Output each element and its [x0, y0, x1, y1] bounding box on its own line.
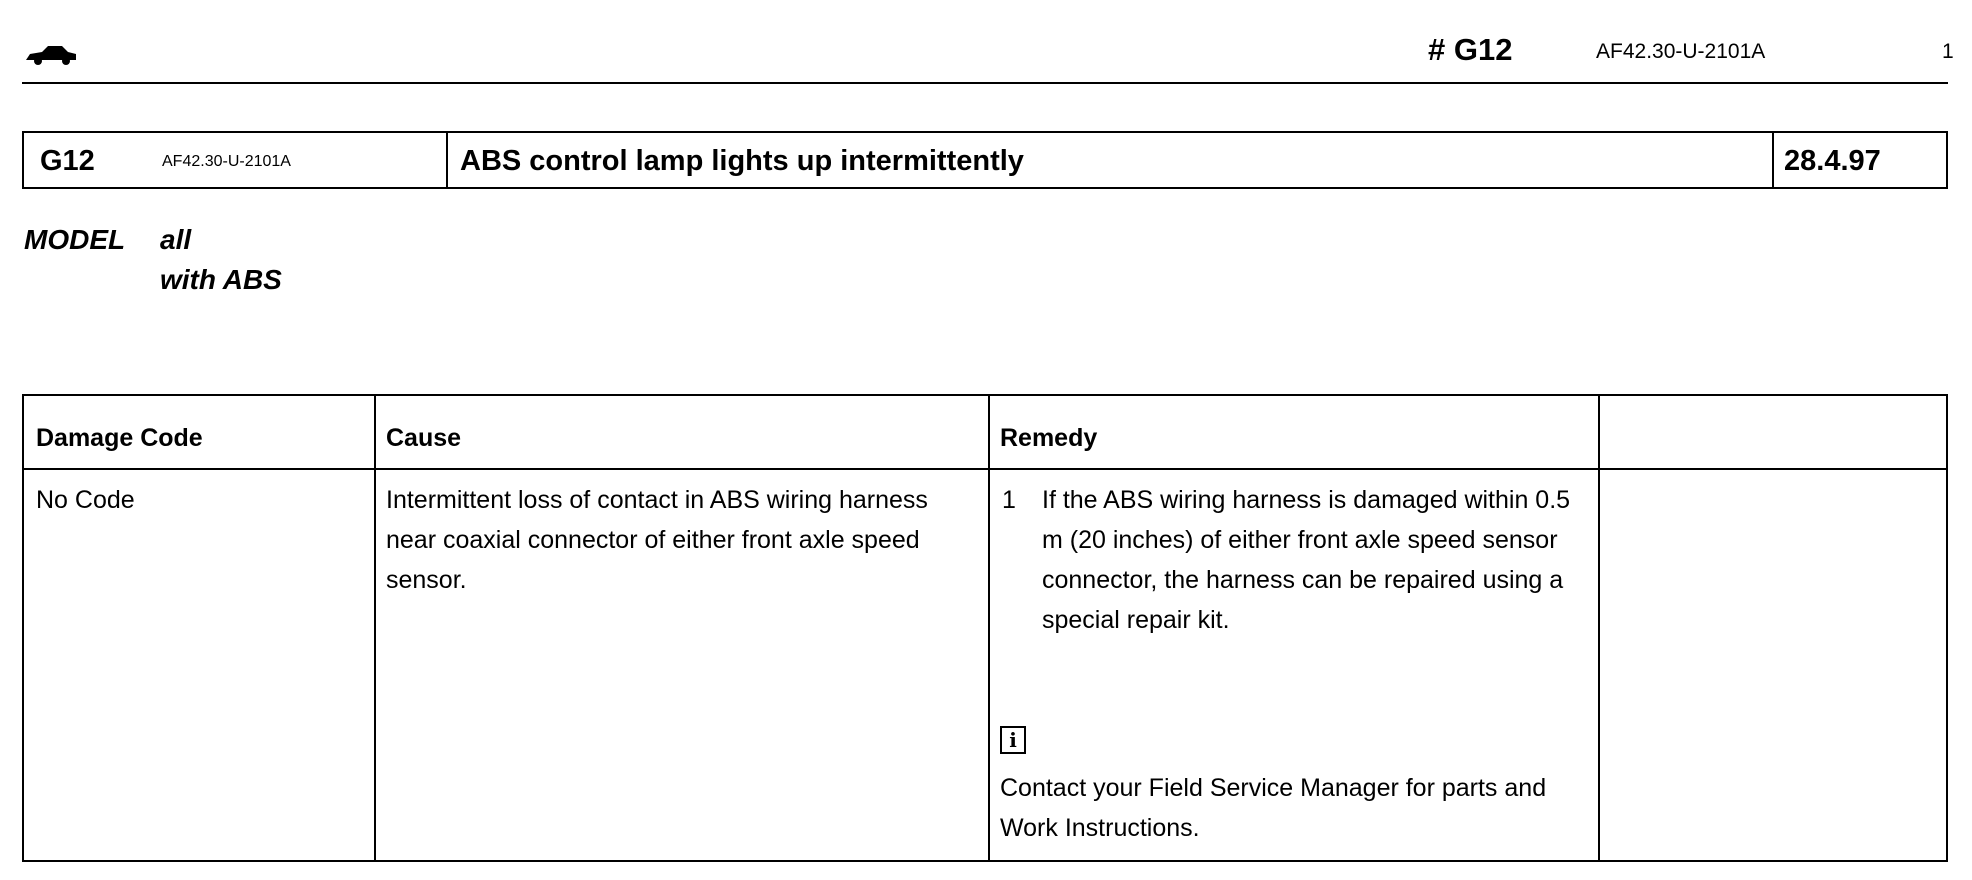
- table-column-divider: [374, 396, 376, 860]
- column-header-damage-code: Damage Code: [36, 424, 203, 452]
- column-header-cause: Cause: [386, 424, 462, 452]
- document-date: 28.4.97: [1784, 145, 1881, 177]
- table-column-divider: [988, 396, 990, 860]
- remedy-note: Contact your Field Service Manager for parts and Work Instructions.: [1000, 774, 1547, 842]
- damage-table: [22, 394, 1948, 862]
- table-column-divider: [1598, 396, 1600, 860]
- column-header-remedy: Remedy: [1000, 424, 1098, 452]
- remedy-cell: If the ABS wiring harness is damaged within 0.5 m (20 inches) of either front axle speed sensor connector, the harness can be repaired using a special repair kit.: [1042, 486, 1571, 634]
- document-title: ABS control lamp lights up intermittently: [460, 145, 1024, 177]
- header-code: # G12: [1428, 32, 1513, 67]
- title-divider: [446, 133, 448, 187]
- title-reference: AF42.30-U-2101A: [162, 153, 291, 170]
- cause-cell: Intermittent loss of contact in ABS wiring harness near coaxial connector of either front axle speed sensor.: [386, 486, 928, 594]
- title-code: G12: [40, 145, 95, 177]
- model-label: MODEL: [24, 224, 126, 255]
- model-value: all: [160, 224, 192, 255]
- car-icon: [24, 42, 78, 68]
- title-divider: [1772, 133, 1774, 187]
- header-rule: [22, 82, 1948, 84]
- model-qualifier: with ABS: [160, 264, 282, 295]
- title-box: [22, 131, 1948, 189]
- damage-code-cell: No Code: [36, 486, 135, 514]
- remedy-step-number: 1: [1002, 486, 1016, 514]
- table-header-rule: [24, 468, 1946, 470]
- page-number: 1: [1942, 40, 1954, 63]
- info-icon: i: [1000, 726, 1026, 754]
- header-reference: AF42.30-U-2101A: [1596, 40, 1766, 63]
